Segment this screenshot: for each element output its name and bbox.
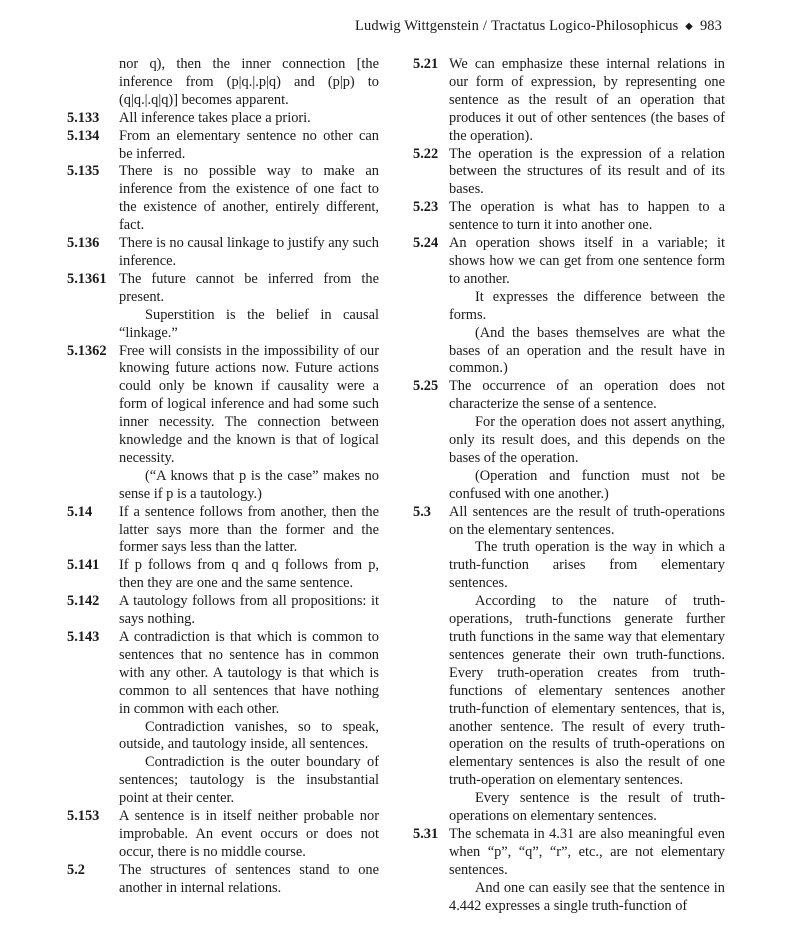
proposition-number: 5.1362 <box>67 342 107 359</box>
proposition-text: From an elementary sentence no other can be inferred. <box>119 127 379 162</box>
proposition-text: Contradiction vanishes, so to speak, outside, and tautology inside, all sentences. <box>119 718 379 753</box>
proposition-5-2 <box>67 862 379 898</box>
proposition-number: 5.3 <box>413 503 431 520</box>
proposition-number: 5.31 <box>413 825 439 842</box>
proposition-5-153 <box>67 808 379 862</box>
proposition-5-1362 <box>67 343 379 504</box>
proposition-5-143 <box>67 629 379 808</box>
proposition-text: The truth operation is the way in which a truth-function arises from elementary sentences. <box>449 539 725 592</box>
continuation-paragraph: nor q), then the inner connection [the inference from (p|q.|.p|q) and (p|p) to (q|q.|.q|q)] becomes apparent. <box>119 56 379 108</box>
proposition-number: 5.21 <box>413 56 439 72</box>
proposition-5-24 <box>413 235 725 378</box>
proposition-number: 5.141 <box>67 557 100 574</box>
proposition-text: If p follows from q and q follows from p, then they are one and the same sentence. <box>119 557 379 592</box>
proposition-number: 5.136 <box>67 235 100 252</box>
proposition-text: According to the nature of truth-operations, truth-functions generate further truth functions in the same way that elementary sentences generate their own truth-functions. Every truth-operation creates from truth-functions of elementary sentences another truth-function of elementary sentences, that is, another sentence. The result of every truth-operation on the results of truth-operations on elementary sentences is also the result of one truth-operation on elementary sentences. <box>449 593 725 789</box>
proposition-text: Contradiction is the outer boundary of sentences; tautology is the insubstantial point at their center. <box>119 754 379 807</box>
proposition-text: A tautology follows from all propositions: it says nothing. <box>119 593 379 628</box>
header-separator: / <box>482 18 488 34</box>
proposition-5-22 <box>413 146 725 200</box>
proposition-5-136 <box>67 235 379 271</box>
proposition-text: Superstition is the belief in causal “linkage.” <box>119 306 379 341</box>
proposition-number: 5.133 <box>67 109 100 126</box>
proposition-text: All inference takes place a priori. <box>119 109 311 126</box>
proposition-5-134 <box>67 128 379 164</box>
proposition-number: 5.143 <box>67 629 100 645</box>
proposition-text: There is no causal linkage to justify any such inference. <box>119 235 379 269</box>
proposition-text: There is no possible way to make an inference from the existence of one fact to the existence of another, entirely different, fact. <box>119 163 379 234</box>
proposition-text: The schemata in 4.31 are also meaningful even when “p”, “q”, “r”, etc., are not elementary sentences. <box>449 825 725 878</box>
proposition-text: The future cannot be inferred from the present. <box>119 270 379 305</box>
header-author: Ludwig Wittgenstein <box>355 18 479 34</box>
proposition-text: Every sentence is the result of truth-operations on elementary sentences. <box>449 790 725 825</box>
proposition-text: A contradiction is that which is common to sentences that no sentence has in common with any other. A tautology is that which is common to all sentences that have nothing in common with each other. <box>119 629 379 717</box>
proposition-number: 5.153 <box>67 808 100 825</box>
proposition-5-14 <box>67 504 379 558</box>
proposition-5-133 <box>67 110 379 128</box>
proposition-text: All sentences are the result of truth-operations on the elementary sentences. <box>449 503 725 538</box>
proposition-text: (Operation and function must not be confused with one another.) <box>449 467 725 502</box>
proposition-number: 5.1361 <box>67 270 107 287</box>
proposition-number: 5.22 <box>413 145 439 162</box>
proposition-text: It expresses the difference between the forms. <box>449 288 725 323</box>
proposition-text: And one can easily see that the sentence in 4.442 expresses a single truth-function of <box>449 879 725 914</box>
right-column <box>413 56 725 916</box>
proposition-number: 5.25 <box>413 378 439 395</box>
proposition-5-23 <box>413 199 725 235</box>
proposition-text: Free will consists in the impossibility of our knowing future actions now. Future actions could only be known if causality were a form of logical inference and had some such inner necessity. The connection between knowledge and the known is that of logical necessity. <box>119 342 379 466</box>
page-number: 983 <box>699 18 722 34</box>
proposition-5-141 <box>67 557 379 593</box>
proposition-text: We can emphasize these internal relations in our form of expression, by representing one sentence as the result of an operation that produces it out of other sentences (the bases of the operation). <box>449 56 725 144</box>
proposition-number: 5.24 <box>413 235 439 252</box>
header-work-title: Tractatus Logico-Philosophicus <box>491 18 679 34</box>
proposition-5-31 <box>413 826 725 916</box>
proposition-5-135 <box>67 163 379 235</box>
proposition-text: A sentence is in itself neither probable nor improbable. An event occurs or does not occur, there is no middle course. <box>119 808 379 860</box>
proposition-text: The operation is what has to happen to a sentence to turn it into another one. <box>449 199 725 234</box>
proposition-number: 5.14 <box>67 503 93 520</box>
proposition-text: The operation is the expression of a relation between the structures of its result and of its bases. <box>449 145 725 198</box>
proposition-5-142 <box>67 593 379 629</box>
proposition-5-3 <box>413 504 725 826</box>
proposition-text: (“A knows that p is the case” makes no sense if p is a tautology.) <box>119 467 379 502</box>
running-header <box>355 18 722 35</box>
left-column <box>67 56 379 898</box>
proposition-text: The structures of sentences stand to one another in internal relations. <box>119 861 379 896</box>
proposition-5-25 <box>413 378 725 503</box>
diamond-icon: ◆ <box>685 21 693 32</box>
proposition-text: For the operation does not assert anything, only its result does, and this depends on the bases of the operation. <box>449 414 725 466</box>
proposition-text: The occurrence of an operation does not characterize the sense of a sentence. <box>449 378 725 413</box>
proposition-5-1361 <box>67 271 379 343</box>
proposition-number: 5.2 <box>67 861 85 878</box>
proposition-number: 5.23 <box>413 199 439 216</box>
proposition-text: If a sentence follows from another, then the latter says more than the former and the former says less than the latter. <box>119 503 379 556</box>
proposition-text: An operation shows itself in a variable; it shows how we can get from one sentence form to another. <box>449 235 725 287</box>
proposition-text: (And the bases themselves are what the bases of an operation and the result have in common.) <box>449 324 725 377</box>
proposition-number: 5.135 <box>67 163 100 180</box>
proposition-number: 5.142 <box>67 593 100 610</box>
proposition-number: 5.134 <box>67 127 100 144</box>
proposition-5-21 <box>413 56 725 146</box>
